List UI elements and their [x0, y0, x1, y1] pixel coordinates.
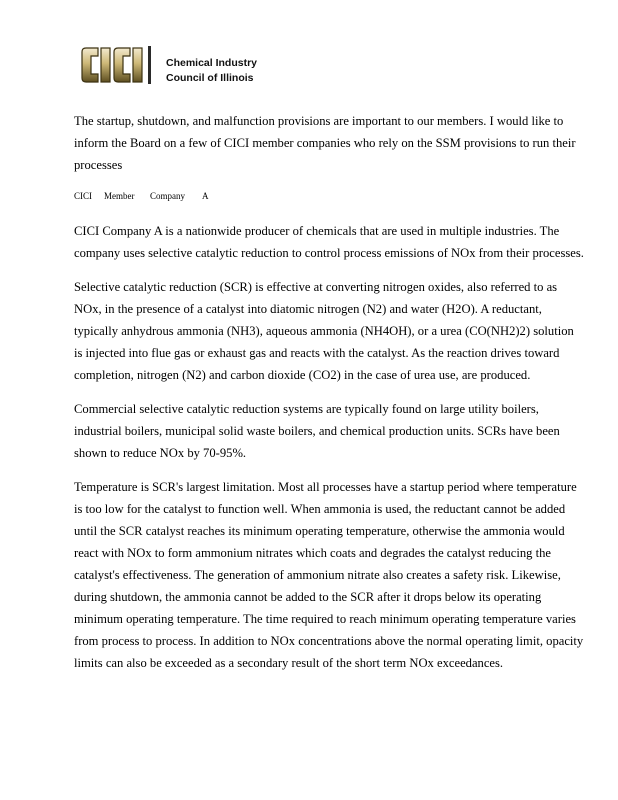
logo-line-1: Chemical Industry — [166, 57, 258, 69]
cici-logo-mark — [80, 42, 160, 88]
table-header-cici: CICI — [74, 191, 92, 201]
table-header-company: Company — [150, 191, 185, 201]
intro-paragraph: The startup, shutdown, and malfunction provisions are important to our members. I would like to inform the Board on a few of CICI member companies who rely on the SSM provisions to run their processes — [74, 114, 576, 172]
company-a-paragraph: CICI Company A is a nationwide producer of chemicals that are used in multiple industries. The company uses selective catalytic reduction to control process emissions of NOx from their processes. — [74, 224, 584, 260]
member-table-header — [74, 190, 584, 202]
scr-description-paragraph: Selective catalytic reduction (SCR) is effective at converting nitrogen oxides, also referred to as NOx, in the presence of a catalyst into diatomic nitrogen (N2) and water (H2O). A reductant, typically anhydrous ammonia (NH3), aqueous ammonia (NH4OH), or a urea (CO(NH2)2) solution is injected into flue gas or exhaust gas and reacts with the catalyst. As the reaction drives toward completion, nitrogen (N2) and carbon dioxide (CO2) in the case of urea use, are produced. — [74, 280, 574, 382]
temperature-limitation-paragraph: Temperature is SCR's largest limitation. Most all processes have a startup period where temperature is too low for the catalyst to function well. When ammonia is used, the reductant cannot be added until the SCR catalyst reaches its minimum operating temperature, otherwise the ammonia would react with NOx to form ammonium nitrates which coats and degrades the catalyst reducing the catalyst's effectiveness. The generation of ammonium nitrate also creates a safety risk. Likewise, during shutdown, the ammonia cannot be added to the SCR after it drops below its operating minimum operating temperature. The time required to reach minimum operating temperature varies from process to process. In addition to NOx concentrations above the normal operating limit, opacity limits can also be exceeded as a secondary result of the short term NOx exceedances. — [74, 480, 584, 670]
cici-logo — [80, 42, 260, 90]
table-header-a: A — [202, 191, 209, 201]
logo-line-2: Council of Illinois — [166, 72, 254, 84]
letter-body — [74, 110, 584, 686]
scr-applications-paragraph: Commercial selective catalytic reduction systems are typically found on large utility boilers, industrial boilers, municipal solid waste boilers, and chemical production units. SCRs have been shown to reduce NOx by 70-95%. — [74, 402, 560, 460]
table-header-member: Member — [104, 191, 135, 201]
logo-wordmark — [166, 56, 257, 86]
